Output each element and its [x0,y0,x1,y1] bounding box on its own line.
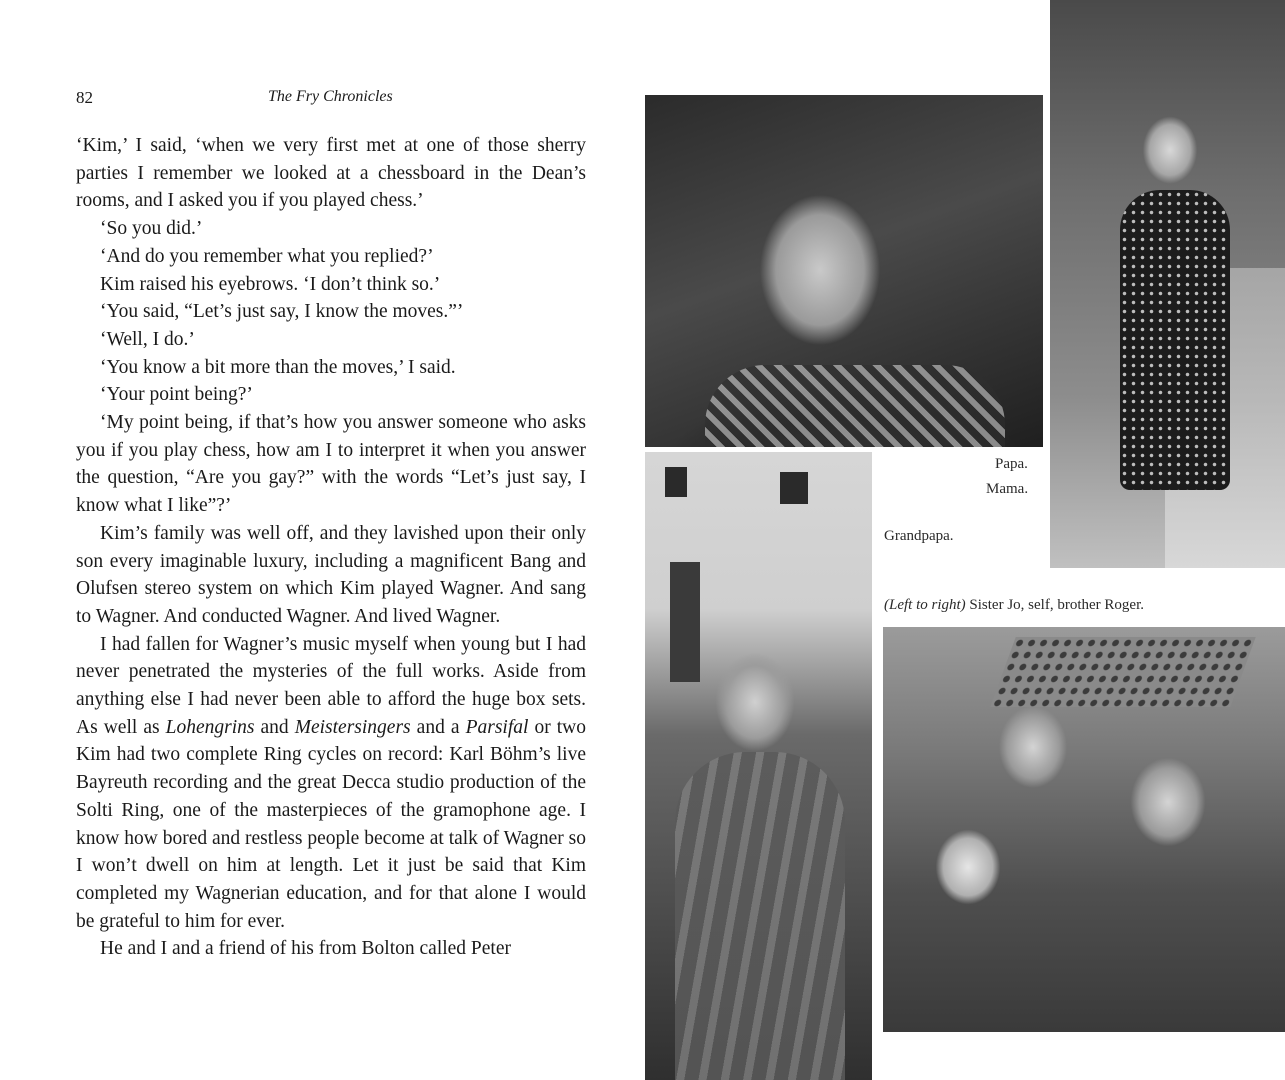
right-page-photo-plate [625,0,1285,1080]
doormat [990,637,1255,707]
sweater-pattern [705,365,1005,447]
paragraph: ‘Your point being?’ [100,384,253,406]
paragraph: ‘Kim,’ I said, ‘when we very first met at one of those sherry parties I remember we looked at a chessboard in the Dean’s rooms, and I asked you if you played chess.’ [76,135,586,212]
left-page [0,0,625,1080]
caption-grandpapa: Grandpapa. [884,528,954,544]
italic-title: Lohengrins [165,716,255,738]
window [665,467,687,497]
photo-children [883,627,1285,1032]
italic-title: Parsifal [465,716,529,738]
running-head: The Fry Chronicles [268,88,393,105]
text-run: and [254,716,295,738]
paragraph: ‘You know a bit more than the moves,’ I said. [100,356,456,378]
paragraph: Kim’s family was well off, and they lavished upon their only son every imaginable luxury, including a magnificent Bang and Olufsen stereo system on which Kim played Wagner. And sang to Wagner. And conducted Wagner. And lived Wagner. [76,522,586,627]
paragraph: ‘You said, “Let’s just say, I know the moves.”’ [100,301,464,323]
paragraph: He and I and a friend of his from Bolton called Peter [100,938,511,960]
window [780,472,808,504]
doorway [670,562,700,682]
italic-title: Meistersingers [294,716,411,738]
page-number: 82 [76,88,93,107]
paragraph: ‘Well, I do.’ [100,328,195,350]
photo-mama [1050,0,1285,568]
paragraph: ‘And do you remember what you replied?’ [100,245,434,267]
paragraph: Kim raised his eyebrows. ‘I don’t think so.’ [100,273,441,295]
caption-text: Sister Jo, self, brother Roger. [965,597,1144,613]
dressing-gown [675,752,845,1080]
paragraph: ‘So you did.’ [100,218,203,240]
text-run: and a [410,716,466,738]
photo-grandpapa [645,452,872,1080]
photo-papa [645,95,1043,447]
caption-children [884,597,1144,614]
text-run: I had fallen for Wagner’s music myself when young but I had never penetrated the mysteries of the full works. Aside from anything else I had never been able to afford the huge box sets. As well as [76,633,586,738]
caption-mama: Mama. [986,481,1029,497]
caption-papa: Papa. [995,456,1028,472]
paragraph [76,631,586,936]
body-text [76,132,586,963]
paragraph: ‘My point being, if that’s how you answer someone who asks you if you play chess, how am I to interpret it when you answer the question, “Are you gay?” with the words “Let’s just say, I know what I like”?’ [76,412,586,517]
text-run: or two Kim had two complete Ring cycles on record: Karl Böhm’s live Bayreuth recording and the great Decca studio production of the Solti Ring, one of the masterpieces of the gramophone age. I know how bored and restless people become at talk of Wagner so I won’t dwell on him at length. Let it just be said that Kim completed my Wagnerian education, and for that alone I would be grateful to him for ever. [76,716,586,932]
caption-italic: (Left to right) [884,597,966,613]
polka-dot-dress [1120,190,1230,490]
